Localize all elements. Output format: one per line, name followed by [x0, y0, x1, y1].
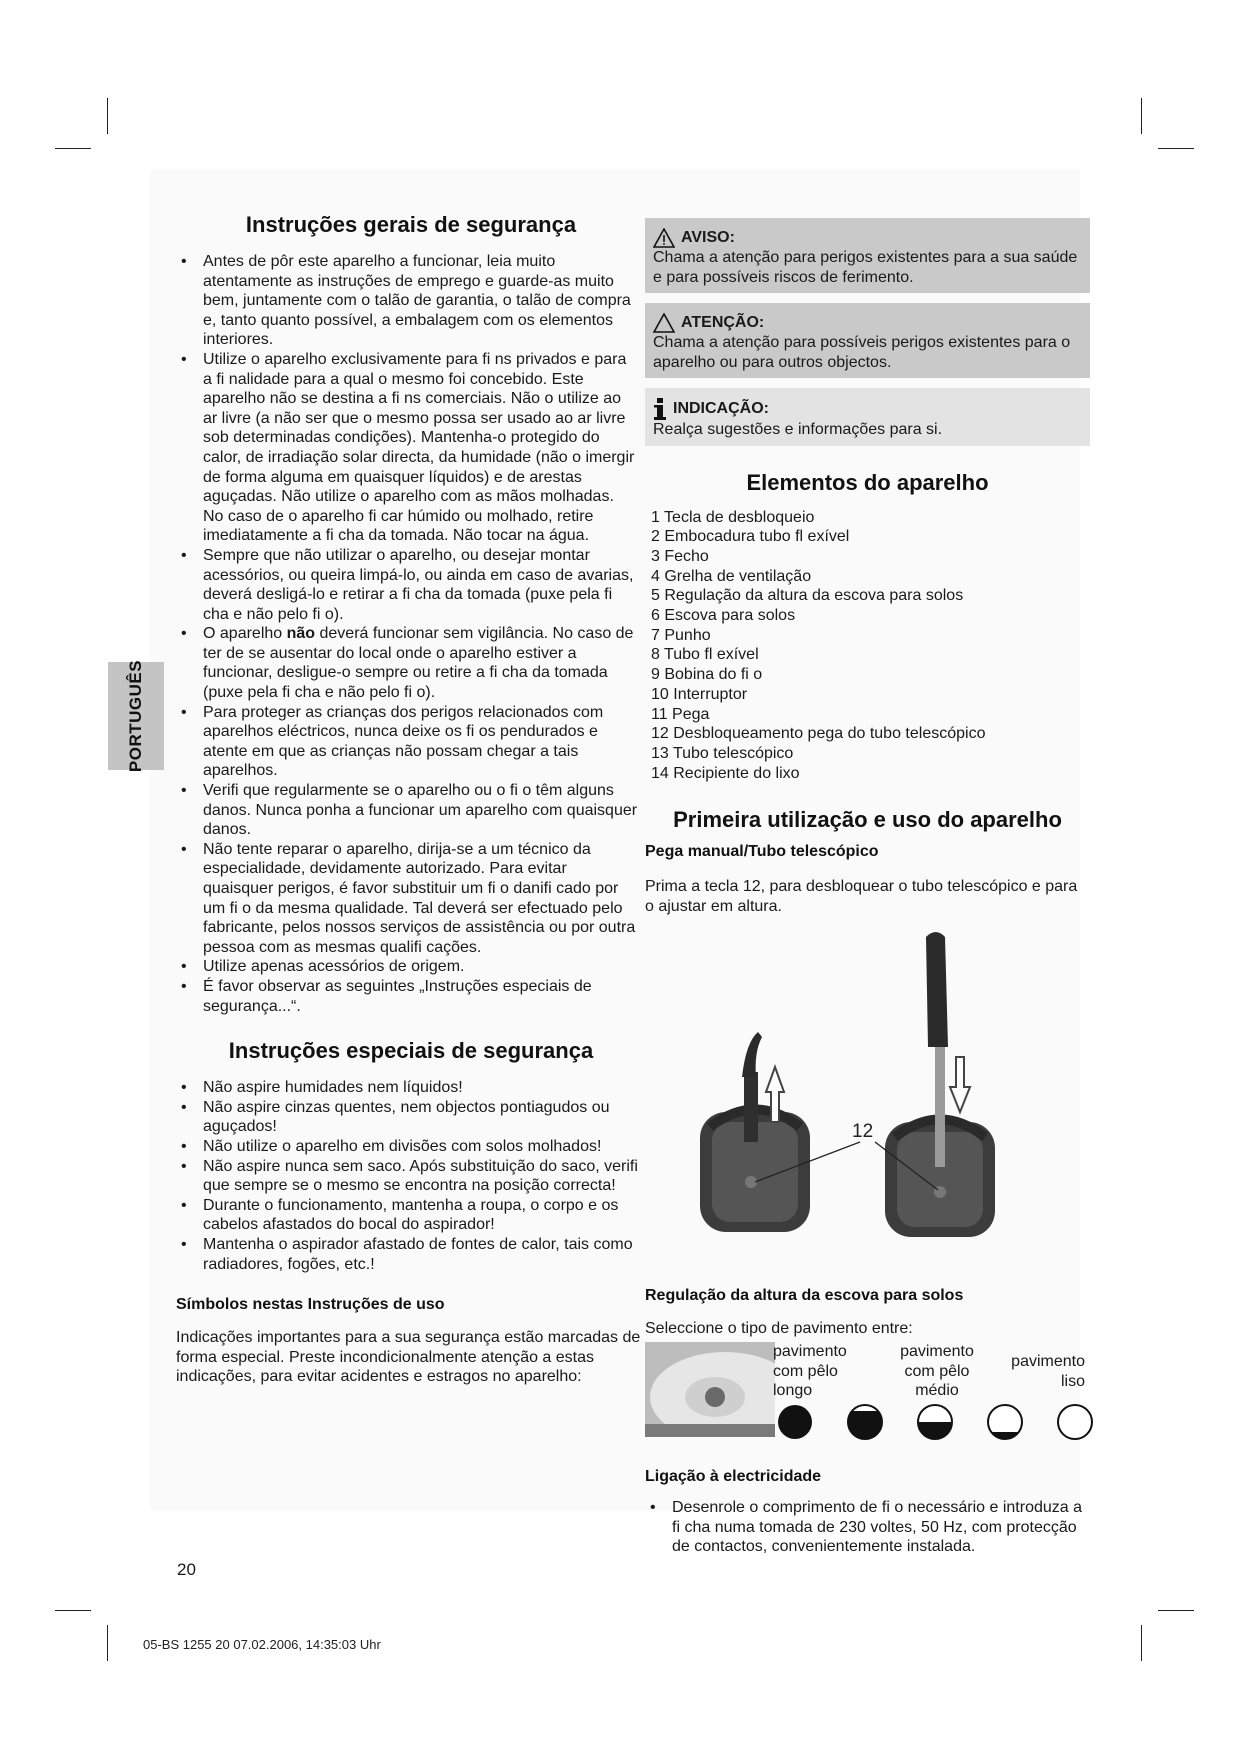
- language-tab-label: PORTUGUÊS: [126, 659, 145, 773]
- info-icon: [653, 398, 667, 420]
- handle-text: Prima a tecla 12, para desbloquear o tubo telescópico e para o ajustar em altura.: [645, 878, 1078, 915]
- callout-number: 12: [852, 1120, 874, 1142]
- floor-type-figure: [645, 1342, 1090, 1442]
- right-column: [645, 218, 1090, 1557]
- crop-mark: [55, 148, 91, 149]
- crop-mark: [107, 98, 108, 134]
- language-tab: [108, 659, 164, 773]
- crop-mark: [1141, 1625, 1142, 1661]
- crop-mark: [107, 1625, 108, 1661]
- list-item-bold: não: [286, 625, 316, 643]
- empty-indicator: [1058, 1405, 1092, 1439]
- part-item: 1 Tecla de desbloqueio: [651, 508, 815, 526]
- crop-mark: [1158, 1610, 1194, 1611]
- part-item: 13 Tubo telescópico: [651, 744, 794, 762]
- list-item: • Antes de pôr este aparelho a funcionar, leia muito atentamente as instruções de emprego e guarde-as muito bem, juntamente com o talão de garantia, o talão de compra e, tanto quanto possível, a embalagem com os elementos interiores.: [176, 252, 646, 350]
- first-use-heading: Primeira utilização e uso do aparelho: [673, 807, 1062, 833]
- special-safety-heading: Instruções especiais de segurança: [228, 1038, 594, 1064]
- crop-mark: [55, 1610, 91, 1611]
- floor-long-label: pavimento com pêlo longo: [773, 1343, 847, 1400]
- part-item: 7 Punho: [651, 626, 711, 644]
- warning-text: Chama a atenção para perigos existentes para a sua saúde e para possíveis riscos de ferimento.: [653, 249, 1078, 286]
- electric-heading: Ligação à electricidade: [645, 1468, 822, 1486]
- special-safety-list: [176, 1078, 646, 1274]
- print-footer: 05-BS 1255 20 07.02.2006, 14:35:03 Uhr: [143, 1637, 381, 1652]
- list-item: • Utilize apenas acessórios de origem.: [176, 957, 646, 977]
- note-title: INDICAÇÃO:: [673, 400, 769, 418]
- list-item: • Desenrole o comprimento de fi o necessário e introduza a fi cha numa tomada de 230 voltes, 50 Hz, com protecção de contactos, convenientemente instalada.: [645, 1498, 1090, 1557]
- caution-text: Chama a atenção para possíveis perigos existentes para o aparelho ou para outros objectos.: [653, 334, 1071, 371]
- warning-title: AVISO:: [681, 229, 735, 247]
- page-number: 20: [177, 1560, 196, 1579]
- crop-mark: [1158, 148, 1194, 149]
- telescopic-tube-illustration: [700, 927, 1085, 1277]
- list-item: • Não aspire nunca sem saco. Após substituição do saco, verifi que sempre se o mesmo se encontra na posição correcta!: [176, 1157, 646, 1196]
- list-item: • Durante o funcionamento, mantenha a roupa, o corpo e os cabelos afastados do bocal do aspirador!: [176, 1196, 646, 1235]
- list-item: • Não aspire cinzas quentes, nem objectos pontiagudos ou aguçados!: [176, 1098, 646, 1137]
- caution-triangle-icon: [653, 313, 675, 333]
- list-item: • Utilize o aparelho exclusivamente para fi ns privados e para a fi nalidade para a qual o mesmo foi concebido. Este aparelho não se destina a fi ns comerciais. Não o utilize ao ar livre (a não ser que o mesmo possa ser usado ao ar livre sob determinadas condições). Mantenha-o protegido do calor, de irradiação solar directa, da humidade (não o imergir de forma alguma em quaisquer líquidos) e de arestas aguçadas. Não utilize o aparelho com as mãos molhadas. No caso de o aparelho fi car húmido ou molhado, retire imediatamente a fi cha da tomada. Não tocar na água.: [176, 350, 646, 546]
- warning-box: [645, 218, 1090, 293]
- part-item: 5 Regulação da altura da escova para solos: [651, 587, 964, 605]
- list-item: • Não utilize o aparelho em divisões com solos molhados!: [176, 1137, 646, 1157]
- three-quarter-fill-indicator: [845, 1405, 885, 1442]
- brush-selector-illustration: [645, 1342, 775, 1437]
- part-item: 8 Tubo fl exível: [651, 646, 759, 664]
- electric-list: [645, 1498, 1090, 1557]
- note-text: Realça sugestões e informações para si.: [653, 421, 943, 438]
- part-item: 3 Fecho: [651, 547, 709, 565]
- list-item: • Não aspire humidades nem líquidos!: [176, 1078, 646, 1098]
- general-safety-heading: Instruções gerais de segurança: [245, 212, 577, 237]
- symbols-text: Indicações importantes para a sua segurança estão marcadas de forma especial. Preste incondicionalmente atenção a estas indicações, para evitar acidentes e estragos no aparelho:: [176, 1329, 641, 1386]
- floor-medium-label: pavimento com pêlo médio: [900, 1343, 974, 1400]
- list-item-text: O aparelho: [203, 625, 287, 643]
- brush-height-indicators: [775, 1402, 1095, 1442]
- floor-smooth-label: pavimento liso: [1011, 1353, 1085, 1390]
- list-item: • É favor observar as seguintes „Instruções especiais de segurança...“.: [176, 977, 646, 1016]
- full-fill-indicator: [778, 1405, 812, 1439]
- part-item: 2 Embocadura tubo fl exível: [651, 528, 850, 546]
- list-item: • Sempre que não utilizar o aparelho, ou desejar montar acessórios, ou queira limpá-lo, ou ainda em caso de avarias, deverá desligá-lo e retirar a fi cha da tomada (puxe pela fi cha e não pelo fi o).: [176, 546, 646, 624]
- part-item: 12 Desbloqueamento pega do tubo telescópico: [651, 725, 986, 743]
- part-item: 6 Escova para solos: [651, 607, 796, 625]
- caution-box: [645, 303, 1090, 378]
- quarter-fill-indicator: [985, 1405, 1025, 1442]
- crop-mark: [1141, 98, 1142, 134]
- brush-heading: Regulação da altura da escova para solos: [645, 1286, 964, 1304]
- symbols-heading: Símbolos nestas Instruções de uso: [176, 1296, 445, 1314]
- list-item: • Para proteger as crianças dos perigos relacionados com aparelhos eléctricos, nunca deixe os fi os pendurados e atente em que as crianças não possam chegar a tais aparelhos.: [176, 703, 646, 781]
- warning-triangle-icon: [653, 228, 675, 248]
- half-fill-indicator: [915, 1405, 955, 1442]
- part-item: 14 Recipiente do lixo: [651, 764, 800, 782]
- brush-text: Seleccione o tipo de pavimento entre:: [645, 1319, 913, 1337]
- caution-title: ATENÇÃO:: [681, 314, 765, 332]
- general-safety-list: [176, 252, 646, 1016]
- list-item: • Mantenha o aspirador afastado de fontes de calor, tais como radiadores, fogões, etc.!: [176, 1235, 646, 1274]
- part-item: 10 Interruptor: [651, 685, 748, 703]
- part-item: 11 Pega: [651, 705, 710, 723]
- list-item: • Verifi que regularmente se o aparelho ou o fi o têm alguns danos. Nunca ponha a funcionar um aparelho com quaisquer danos.: [176, 781, 646, 840]
- parts-list: [651, 508, 1090, 784]
- elements-heading: Elementos do aparelho: [746, 469, 989, 495]
- part-item: 9 Bobina do fi o: [651, 666, 763, 684]
- list-item: [176, 624, 646, 702]
- note-box: [645, 388, 1090, 446]
- handle-heading: Pega manual/Tubo telescópico: [645, 843, 879, 861]
- list-item: • Não tente reparar o aparelho, dirija-se a um técnico da especialidade, devidamente autorizado. Para evitar quaisquer perigos, é favor substituir um fi o danifi cado por um fi o da mesma qualidade. Tal deverá ser efectuado pelo fabricante, pelos nossos serviços de assistência ou por outra pessoa com as mesmas qualifi cações.: [176, 840, 646, 958]
- left-column: [176, 212, 646, 1387]
- list-item-text: deverá funcionar sem vigilância. No caso de ter de se ausentar do local onde o aparelho estiver a funcionar, desligue-o sempre ou retire a fi cha da tomada (puxe pela fi cha e não pelo fi o).: [203, 625, 634, 702]
- part-item: 4 Grelha de ventilação: [651, 567, 812, 585]
